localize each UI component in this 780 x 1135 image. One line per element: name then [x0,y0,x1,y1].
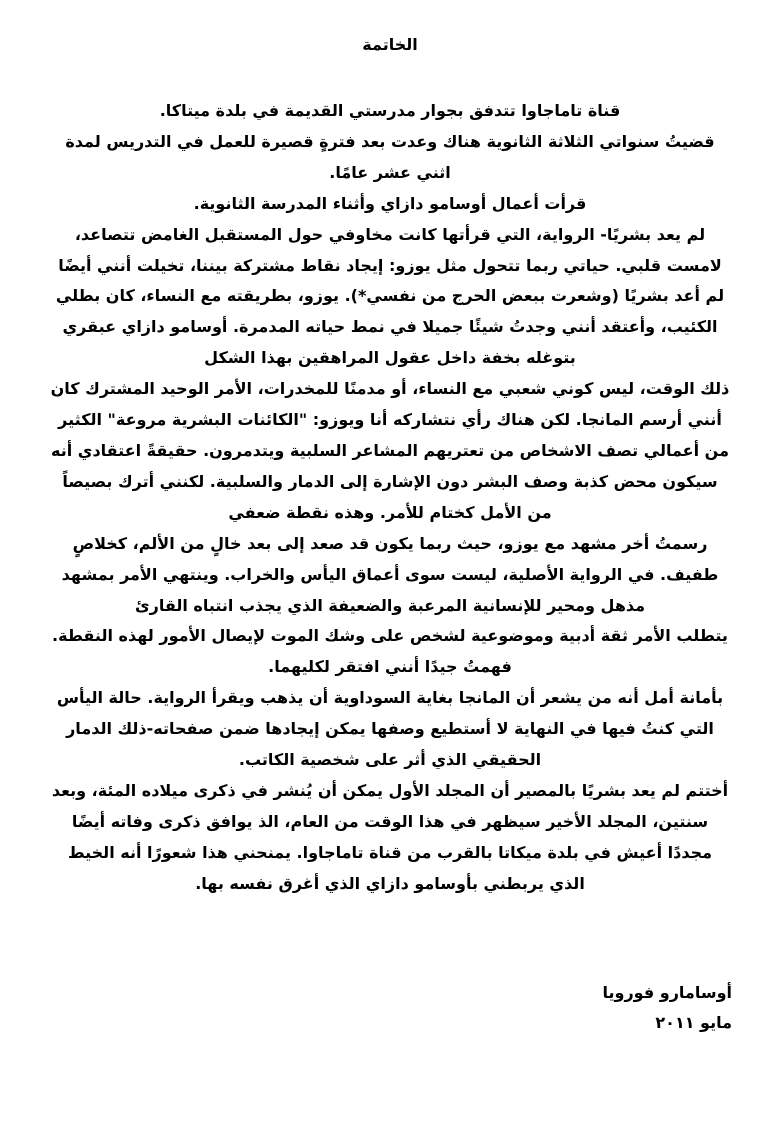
page-title: الخاتمة [362,35,418,54]
author-name: أوسامارو فورويا [602,983,732,1002]
paragraph: قناة تاماجاوا تتدفق بجوار مدرستي القديمة في بلدة ميتاكا. [159,101,621,120]
signature-date: مايو ٢٠١١ [655,1013,732,1032]
paragraph: قرأت أعمال أوسامو دازاي وأثناء المدرسة الثانوية. [193,193,587,213]
paragraph: قضيتُ سنواتي الثلاثة الثانوية هناك وعدت بعد فترةٍ قصيرة للعمل في التدريس لمدة اثني عشر عامًا. [65,131,715,182]
signature-block [432,978,732,1038]
afterword-body [48,96,732,900]
paragraph: بأمانة أمل أنه من يشعر أن المانجا بغاية السوداوية أن يذهب ويقرأ الرواية. حالة اليأس التي كنتُ فيها في النهاية لا أستطيع وصفها يمكن إيجادها ضمن صفحاته-ذلك الدمار الحقيقي الذي أثر على شخصية الكاتب. [56,688,724,770]
paragraph: رسمتُ أخر مشهد مع يوزو، حيث ربما يكون قد صعد إلى بعد خالٍ من الألم، كخلاصٍ طفيف. في الرواية الأصلية، ليست سوى أعماق اليأس والخراب. وينتهي الأمر بمشهد مذهل ومحير للإنسانية المرعبة والضعيفة الذي يجذب انتباه القارئ [61,533,719,615]
paragraph: لم يعد بشريًا- الرواية، التي قرأتها كانت مخاوفي حول المستقبل الغامض تتصاعد، لامست قلبي. حياتي ربما تتحول مثل يوزو: إيجاد نقاط مشتركة بيننا، تخيلت أنني أيضًا لم أعد بشريًا (وشعرت ببعض الحرج من نفسي*). يوزو، بطريقته مع النساء، كان بطلي الكئيب، وأعتقد أنني وجدتُ شيئًا جميلا في نمط حياته المدمرة. أوسامو دازاي عبقري بتوغله بخفة داخل عقول المراهقين بهذا الشكل [55,224,725,368]
paragraph: ذلك الوقت، ليس كوني شعبي مع النساء، أو مدمنًا للمخدرات، الأمر الوحيد المشترك كان أنني أرسم المانجا. لكن هناك رأي نتشاركه أنا ويوزو: "الكائنات البشرية مروعة" الكثير من أعمالي تصف الاشخاص من تعتريهم المشاعر السلبية ويتدمرون. حقيقةً اعتقادي أنه سيكون محض كذبة وصف البشر دون الإشارة إلى الدمار والسلبية. لكنني أترك بصيصاً من الأمل كختام للأمر. وهذه نقطة ضعفي [50,379,730,522]
paragraph: أختتم لم يعد بشريًا بالمصير أن المجلد الأول يمكن أن يُنشر في ذكرى ميلاده المئة، وبعد سنتين، المجلد الأخير سيظهر في هذا الوقت من العام، الذ يوافق ذكرى وفاته أيضًا مجددًا أعيش في بلدة ميكاتا بالقرب من قناة تاماجاوا. يمنحني هذا شعورًا أنه الخيط الذي يربطني بأوسامو دازاي الذي أغرق نفسه بها. [51,780,729,893]
paragraph: يتطلب الأمر ثقة أدبية وموضوعية لشخص على وشك الموت لإيصال الأمور لهذه النقطة. فهمتُ جيدًا أنني افتقر لكليهما. [52,626,728,677]
